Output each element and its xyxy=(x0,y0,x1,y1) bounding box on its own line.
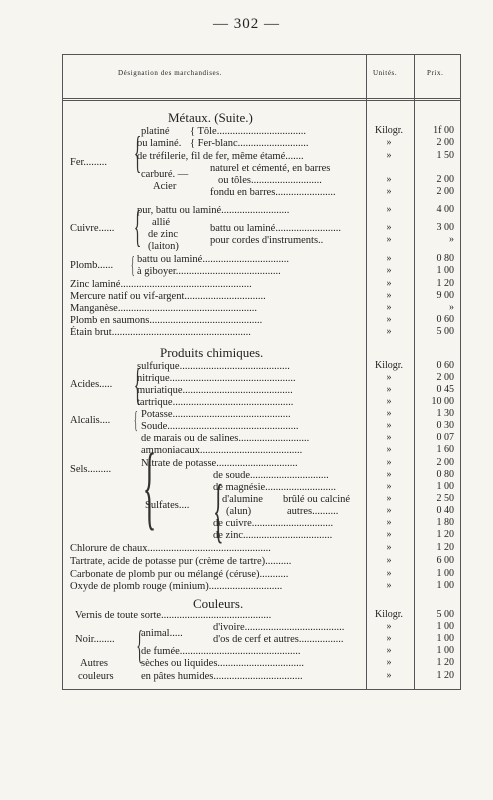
price-cell: 1 20 xyxy=(436,529,454,540)
price-cell: 9 00 xyxy=(436,290,454,301)
entry-text: Zinc laminé.................................................. xyxy=(70,279,252,290)
brace-plomb: { xyxy=(130,253,135,279)
unit-cell: » xyxy=(386,290,392,301)
entry-text: sulfurique.......................................... xyxy=(137,361,290,372)
entry-text: Soude.................................................. xyxy=(141,421,299,432)
entry-text: Étain brut..................................................... xyxy=(70,327,251,338)
price-cell: 1 80 xyxy=(436,517,454,528)
section-title-couleurs: Couleurs. xyxy=(193,596,244,611)
entry-text: Autres xyxy=(80,658,108,669)
price-cell: 1 00 xyxy=(436,645,454,656)
unit-cell: » xyxy=(386,150,392,161)
entry-text: de zinc.................................. xyxy=(213,530,333,541)
unit-cell: Kilogr. xyxy=(374,609,404,620)
brace-cuivre: { xyxy=(133,202,142,251)
header-units: Unités. xyxy=(373,69,398,77)
entry-text: battu ou laminé......................... xyxy=(210,223,341,234)
entry-text: battu ou laminé................................. xyxy=(137,254,289,265)
entry-text: en pâtes humides.................................. xyxy=(141,671,303,682)
unit-cell: » xyxy=(386,481,392,492)
unit-cell: » xyxy=(386,234,392,245)
unit-cell: » xyxy=(386,302,392,313)
entry-text: de fumée.............................................. xyxy=(141,646,301,657)
unit-cell: » xyxy=(386,420,392,431)
price-cell: 5 00 xyxy=(436,609,454,620)
price-cell: 2 00 xyxy=(436,186,454,197)
unit-cell: » xyxy=(386,657,392,668)
price-cell: 0 80 xyxy=(436,253,454,264)
entry-text: fondu en barres....................... xyxy=(210,187,336,198)
header-rule-double xyxy=(63,100,460,101)
unit-cell: » xyxy=(386,469,392,480)
unit-cell: » xyxy=(386,621,392,632)
entry-text: platiné xyxy=(141,126,170,137)
price-cell: 3 00 xyxy=(436,222,454,233)
unit-cell: » xyxy=(386,372,392,383)
entry-text: Potasse............................................. xyxy=(141,409,291,420)
price-cell: 1 00 xyxy=(436,265,454,276)
price-cell: 0 60 xyxy=(436,360,454,371)
entry-text: animal..... xyxy=(141,628,183,639)
unit-cell: » xyxy=(386,457,392,468)
entry-text: Acides..... xyxy=(70,379,113,390)
unit-cell: » xyxy=(386,444,392,455)
price-cell: 0 60 xyxy=(436,314,454,325)
entry-text: Sels......... xyxy=(70,464,112,475)
price-cell: 1f 00 xyxy=(433,125,454,136)
entry-text: Carbonate de plomb pur ou mélangé (céruse)........... xyxy=(70,569,289,580)
entry-text: Nitrate de potasse............................... xyxy=(141,458,298,469)
entry-text: ou tôles........................... xyxy=(218,175,322,186)
unit-cell: » xyxy=(386,670,392,681)
price-cell: 2 00 xyxy=(436,174,454,185)
price-cell: 1 20 xyxy=(436,670,454,681)
unit-cell: » xyxy=(386,580,392,591)
price-cell: 1 00 xyxy=(436,481,454,492)
unit-cell: » xyxy=(386,253,392,264)
entry-text: Fer......... xyxy=(70,157,108,168)
entry-text: (alun) xyxy=(226,506,252,517)
price-cell: 1 20 xyxy=(436,542,454,553)
header-designation: Désignation des marchandises. xyxy=(118,69,222,77)
entry-text: { Tôle.................................. xyxy=(190,126,306,137)
unit-cell: » xyxy=(386,204,392,215)
price-cell: 0 45 xyxy=(436,384,454,395)
entry-text: carburé. — xyxy=(141,169,189,180)
entry-text: Chlorure de chaux............................................... xyxy=(70,543,271,554)
unit-cell: Kilogr. xyxy=(374,125,404,136)
entry-text: Cuivre...... xyxy=(70,223,115,234)
unit-cell: » xyxy=(386,174,392,185)
entry-text: sèches ou liquides................................. xyxy=(141,658,305,669)
entry-text: Alcalis.... xyxy=(70,415,111,426)
entry-text: naturel et cémenté, en barres xyxy=(210,163,331,174)
price-cell: 0 80 xyxy=(436,469,454,480)
entry-text: Tartrate, acide de potasse pur (crème de tartre).......... xyxy=(70,556,292,567)
entry-text: ammoniacaux....................................... xyxy=(141,445,303,456)
entry-text: couleurs xyxy=(78,671,114,682)
header-rule xyxy=(63,98,460,99)
entry-text: Vernis de toute sorte.......................................... xyxy=(75,610,272,621)
entry-text: d'ivoire...................................... xyxy=(213,622,345,633)
entry-text: nitrique................................................ xyxy=(137,373,296,384)
entry-text: à giboyer........................................ xyxy=(137,266,281,277)
entry-text: Acier xyxy=(153,181,177,192)
unit-cell: » xyxy=(386,222,392,233)
price-cell: 1 00 xyxy=(436,580,454,591)
entry-text: pur, battu ou laminé.......................... xyxy=(137,205,290,216)
entry-text: de magnésie........................... xyxy=(213,482,337,493)
unit-cell: » xyxy=(386,505,392,516)
entry-text: Plomb...... xyxy=(70,260,114,271)
entry-text: Mercure natif ou vif-argent............................... xyxy=(70,291,266,302)
price-cell: 2 00 xyxy=(436,372,454,383)
entry-text: Oxyde de plomb rouge (minium)............................ xyxy=(70,581,283,592)
price-cell: 0 30 xyxy=(436,420,454,431)
entry-text: de marais ou de salines........................... xyxy=(141,433,310,444)
brace-alcalis: { xyxy=(133,408,138,434)
header-price: Prix. xyxy=(427,69,444,77)
unit-cell: Kilogr. xyxy=(374,360,404,371)
unit-cell: » xyxy=(386,432,392,443)
price-cell: 1 20 xyxy=(436,657,454,668)
unit-cell: » xyxy=(386,326,392,337)
unit-cell: » xyxy=(386,645,392,656)
unit-cell: » xyxy=(386,517,392,528)
unit-cell: » xyxy=(386,633,392,644)
entry-text: d'os de cerf et autres................. xyxy=(213,634,344,645)
entry-text: tartrique.............................................. xyxy=(137,397,294,408)
unit-cell: » xyxy=(386,529,392,540)
price-cell: 1 30 xyxy=(436,408,454,419)
price-cell: 2 00 xyxy=(436,457,454,468)
price-cell: 1 00 xyxy=(436,633,454,644)
price-cell: 0 40 xyxy=(436,505,454,516)
price-cell: 6 00 xyxy=(436,555,454,566)
section-title-metaux: Métaux. (Suite.) xyxy=(168,110,253,125)
price-cell: 2 00 xyxy=(436,137,454,148)
unit-cell: » xyxy=(386,137,392,148)
brace-noir: { xyxy=(136,622,143,667)
entry-text: Manganèse..................................................... xyxy=(70,303,257,314)
price-cell: 1 20 xyxy=(436,278,454,289)
brace-sels: { xyxy=(142,435,157,539)
price-cell: 2 50 xyxy=(436,493,454,504)
entry-text: Noir........ xyxy=(75,634,115,645)
entry-text: de tréfilerie, fil de fer, même étamé....... xyxy=(137,151,304,162)
price-cell: 10 00 xyxy=(431,396,454,407)
entry-text: ou laminé. xyxy=(137,138,182,149)
entry-text: d'alumine xyxy=(222,494,263,505)
unit-cell: » xyxy=(386,314,392,325)
price-cell: » xyxy=(449,302,454,313)
unit-cell: » xyxy=(386,278,392,289)
unit-cell: » xyxy=(386,568,392,579)
unit-cell: » xyxy=(386,493,392,504)
price-cell: 1 00 xyxy=(436,568,454,579)
page-number: — 302 — xyxy=(213,16,280,32)
price-cell: 1 00 xyxy=(436,621,454,632)
entry-text: { Fer-blanc........................... xyxy=(190,138,309,149)
price-cell: 1 60 xyxy=(436,444,454,455)
unit-cell: » xyxy=(386,555,392,566)
entry-text: de soude.............................. xyxy=(213,470,329,481)
entry-text: allié xyxy=(152,217,171,228)
price-cell: 1 50 xyxy=(436,150,454,161)
entry-text: Sulfates.... xyxy=(145,500,190,511)
unit-cell: » xyxy=(386,408,392,419)
price-cell: 0 07 xyxy=(436,432,454,443)
section-title-chimiques: Produits chimiques. xyxy=(160,345,264,360)
unit-cell: » xyxy=(386,542,392,553)
entry-text: autres.......... xyxy=(287,506,339,517)
unit-cell: » xyxy=(386,186,392,197)
price-cell: 5 00 xyxy=(436,326,454,337)
brace-acides: { xyxy=(133,360,142,409)
brace-sulfates: { xyxy=(213,470,224,550)
entry-text: (laiton) xyxy=(148,241,179,252)
entry-text: brûlé ou calciné xyxy=(283,494,351,505)
entry-text: de cuivre............................... xyxy=(213,518,334,529)
unit-cell: » xyxy=(386,384,392,395)
entry-text: pour cordes d'instruments.. xyxy=(210,235,324,246)
unit-cell: » xyxy=(386,396,392,407)
entry-text: muriatique.......................................... xyxy=(137,385,293,396)
unit-cell: » xyxy=(386,265,392,276)
entry-text: Plomb en saumons........................................... xyxy=(70,315,263,326)
price-cell: 4 00 xyxy=(436,204,454,215)
price-cell: » xyxy=(449,234,454,245)
entry-text: de zinc xyxy=(148,229,179,240)
brace-fer: { xyxy=(133,128,142,177)
